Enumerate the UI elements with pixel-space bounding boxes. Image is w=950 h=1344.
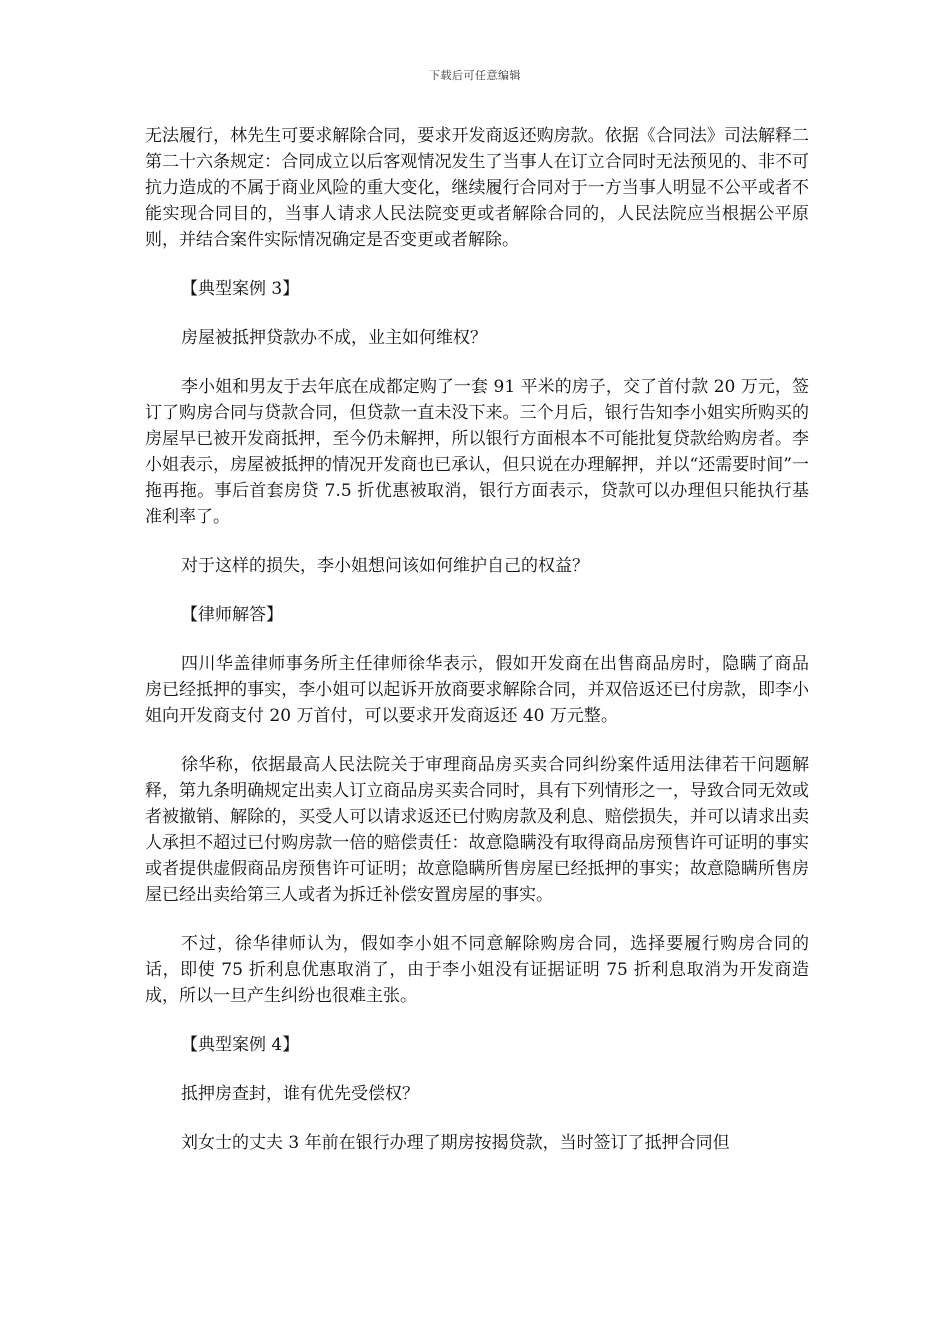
document-body (145, 123, 809, 1179)
case-4-description: 刘女士的丈夫 3 年前在银行办理了期房按揭贷款，当时签订了抵押合同但 (181, 1133, 730, 1153)
case-4-heading: 【典型案例 4】 (181, 1035, 300, 1055)
case-3-question: 对于这样的损失，李小姐想问该如何维护自己的权益？ (181, 556, 589, 576)
case-3-description: 李小姐和男友于去年底在成都定购了一套 91 平米的房子，交了首付款 20 万元，签订了购房合同与贷款合同，但贷款一直未没下来。三个月后，银行告知李小姐实所购买的房屋早已被开发商抵押，至今仍未解押，所以银行方面根本不可能批复贷款给购房者。李小姐表示，房屋被抵押的情况开发商也已承认，但只说在办理解押，并以“还需要时间”一拖再拖。事后首套房贷 7.5 折优惠被取消，银行方面表示，贷款可以办理但只能执行基准利率了。 (145, 377, 809, 527)
lawyer-answer-paragraph: 四川华盖律师事务所主任律师徐华表示，假如开发商在出售商品房时，隐瞒了商品房已经抵押的事实，李小姐可以起诉开放商要求解除合同，并双倍返还已付房款，即李小姐向开发商支付 20 万首付，可以要求开发商返还 40 万元整。 (145, 654, 809, 726)
case-4-title: 抵押房查封，谁有优先受偿权？ (181, 1084, 419, 1104)
lawyer-opinion-paragraph: 不过，徐华律师认为，假如李小姐不同意解除购房合同，选择要履行购房合同的话，即使 75 折利息优惠取消了，由于李小姐没有证据证明 75 折利息取消为开发商造成，所以一旦产生纠纷也很难主张。 (145, 934, 809, 1006)
lawyer-answer-heading: 【律师解答】 (181, 605, 283, 625)
paragraph-continuation: 无法履行，林先生可要求解除合同，要求开发商返还购房款。依据《合同法》司法解释二第二十六条规定：合同成立以后客观情况发生了当事人在订立合同时无法预见的、非不可抗力造成的不属于商业风险的重大变化，继续履行合同对于一方当事人明显不公平或者不能实现合同目的，当事人请求人民法院变更或者解除合同的，人民法院应当根据公平原则，并结合案件实际情况确定是否变更或者解除。 (145, 126, 809, 250)
case-3-heading: 【典型案例 3】 (181, 279, 300, 299)
page-header-note: 下载后可任意编辑 (429, 69, 521, 82)
legal-basis-paragraph: 徐华称，依据最高人民法院关于审理商品房买卖合同纠纷案件适用法律若干问题解释，第九条明确规定出卖人订立商品房买卖合同时，具有下列情形之一，导致合同无效或者被撤销、解除的，买受人可以请求返还已付购房款及利息、赔偿损失，并可以请求出卖人承担不超过已付购房款一倍的赔偿责任：故意隐瞒没有取得商品房预售许可证明的事实或者提供虚假商品房预售许可证明；故意隐瞒所售房屋已经抵押的事实；故意隐瞒所售房屋已经出卖给第三人或者为拆迁补偿安置房屋的事实。 (145, 755, 809, 905)
case-3-title: 房屋被抵押贷款办不成，业主如何维权？ (181, 328, 487, 348)
